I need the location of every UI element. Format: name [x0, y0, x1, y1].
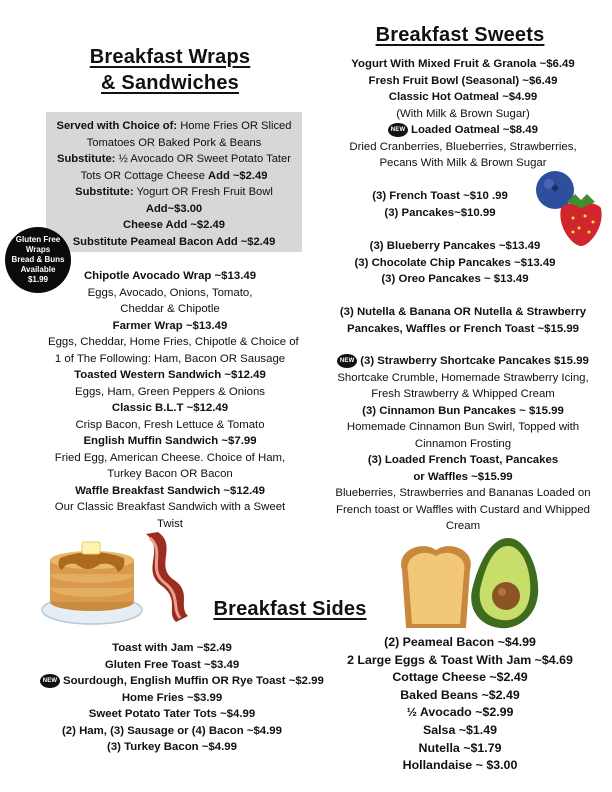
- menu-item-name: (3) Cinnamon Bun Pancakes ~ $15.99: [362, 404, 564, 417]
- sweets-block-4: [318, 304, 608, 337]
- menu-item-desc: Crisp Bacon, Fresh Lettuce & Tomato: [75, 418, 265, 431]
- menu-item-desc: Blueberries, Strawberries and Bananas Loaded on: [335, 487, 591, 499]
- menu-item-desc: Eggs, Avocado, Onions, Tomato,: [87, 286, 253, 299]
- menu-item-name: English Muffin Sandwich ~$7.99: [83, 435, 257, 447]
- bacon-icon: [136, 530, 200, 624]
- new-badge: NEW: [337, 354, 357, 368]
- served-with-label: Served with Choice of:: [56, 120, 178, 132]
- sides-left-list: [40, 640, 324, 756]
- menu-item-desc: Eggs, Cheddar, Home Fries, Chipotle & Choice of: [48, 336, 299, 348]
- menu-item-name: Yogurt With Mixed Fruit & Granola ~$6.49: [351, 58, 575, 70]
- served-with-box: [46, 112, 302, 252]
- substitute-price-2: Add~$3.00: [145, 202, 203, 215]
- blueberry-icon: [536, 171, 574, 209]
- menu-item-name: (3) Strawberry Shortcake Pancakes $15.99: [360, 355, 589, 367]
- substitute-text: ½ Avocado OR Sweet Potato Tater: [115, 153, 291, 165]
- menu-item-desc: Cinnamon Frosting: [414, 437, 512, 450]
- sweets-title: Breakfast Sweets: [375, 24, 545, 46]
- side-item: (2) Ham, (3) Sausage or (4) Bacon ~$4.99: [62, 724, 282, 737]
- side-item: Gluten Free Toast ~$3.49: [104, 658, 240, 671]
- sweets-block-5: [318, 353, 608, 535]
- menu-item-desc: Twist: [157, 517, 183, 530]
- sweets-block-1: [318, 56, 608, 172]
- substitute-text-2: Tots OR Cottage Cheese: [80, 169, 209, 182]
- menu-item-desc: French toast or Waffles with Custard and Whipped: [336, 503, 590, 516]
- side-item: 2 Large Eggs & Toast With Jam ~$4.69: [347, 652, 573, 667]
- wraps-title: [40, 44, 300, 96]
- side-item: Sourdough, English Muffin OR Rye Toast ~$2.99: [63, 675, 324, 687]
- menu-item-name: (3) French Toast ~$10 .99: [372, 190, 508, 202]
- menu-item-name: (3) Blueberry Pancakes ~$13.49: [369, 240, 541, 252]
- fruit-illustration: [533, 168, 607, 248]
- menu-item-name: Pancakes, Waffles or French Toast ~$15.99: [346, 322, 580, 335]
- menu-item-desc: Homemade Cinnamon Bun Swirl, Topped with: [346, 421, 580, 433]
- side-item: (2) Peameal Bacon ~$4.99: [384, 635, 536, 649]
- substitute-price: Add ~$2.49: [208, 169, 268, 182]
- served-with-text-2: Tomatoes OR Baked Pork & Beans: [86, 136, 262, 149]
- menu-item-desc: Eggs, Ham, Green Peppers & Onions: [75, 385, 265, 398]
- menu-item-name: Chipotle Avocado Wrap ~$13.49: [83, 270, 257, 282]
- menu-item-name: Farmer Wrap ~$13.49: [112, 319, 228, 332]
- menu-item-name: (3) Loaded French Toast, Pancakes: [367, 454, 559, 466]
- menu-item-desc: (With Milk & Brown Sugar): [396, 107, 530, 120]
- sweets-block-3: [330, 238, 580, 288]
- pancake-bacon-illustration: [40, 528, 200, 626]
- menu-item-name: (3) Pancakes~$10.99: [384, 206, 496, 219]
- menu-item-name: Classic Hot Oatmeal ~$4.99: [388, 91, 538, 103]
- side-item: Baked Beans ~$2.49: [400, 687, 520, 702]
- side-item: Sweet Potato Tater Tots ~$4.99: [88, 708, 256, 720]
- wraps-list: [48, 268, 299, 532]
- menu-item-name: Loaded Oatmeal ~$8.49: [411, 124, 538, 136]
- new-badge: NEW: [40, 674, 60, 688]
- side-item: ½ Avocado ~$2.99: [406, 705, 514, 720]
- sides-right-list: [320, 634, 600, 775]
- menu-item-name: or Waffles ~$15.99: [413, 470, 513, 483]
- substitute-label-2: Substitute:: [75, 186, 134, 198]
- toast-avocado-illustration: [396, 532, 542, 632]
- gf-line: Gluten Free: [15, 235, 61, 244]
- menu-item-name: (3) Oreo Pancakes ~ $13.49: [381, 273, 529, 285]
- cheese-add: Cheese Add ~$2.49: [123, 219, 225, 231]
- menu-item-desc: Pecans With Milk & Brown Sugar: [379, 157, 547, 169]
- gf-line: Available: [20, 265, 56, 274]
- sweets-block-2: [340, 188, 540, 221]
- side-item: Toast with Jam ~$2.49: [112, 642, 232, 654]
- sides-title: Breakfast Sides: [213, 598, 367, 620]
- side-item: (3) Turkey Bacon ~$4.99: [107, 741, 237, 753]
- wraps-title-line1: Breakfast Wraps: [89, 46, 251, 68]
- menu-item-desc: 1 of The Following: Ham, Bacon OR Sausage: [54, 352, 286, 365]
- peameal-add: Substitute Peameal Bacon Add ~$2.49: [72, 235, 276, 248]
- menu-item-desc: Cream: [445, 520, 481, 532]
- new-badge: NEW: [388, 123, 408, 137]
- menu-item-name: Classic B.L.T ~$12.49: [111, 402, 229, 414]
- menu-item-desc: Dried Cranberries, Blueberries, Strawberries,: [349, 140, 577, 153]
- menu-item-desc: Fresh Strawberry & Whipped Cream: [371, 388, 555, 400]
- side-item: Salsa ~$1.49: [422, 722, 498, 737]
- menu-item-name: Fresh Fruit Bowl (Seasonal) ~$6.49: [368, 74, 558, 87]
- menu-item-desc: Turkey Bacon OR Bacon: [107, 468, 233, 480]
- side-item: Hollandaise ~ $3.00: [402, 758, 518, 773]
- side-item: Nutella ~$1.79: [418, 740, 502, 755]
- menu-item-desc: Shortcake Crumble, Homemade Strawberry Icing,: [337, 371, 589, 384]
- menu-item-desc: Fried Egg, American Cheese. Choice of Ham,: [54, 451, 286, 464]
- served-with-text: Home Fries OR Sliced: [177, 120, 292, 132]
- avocado-icon: [471, 538, 538, 628]
- menu-item-desc: Our Classic Breakfast Sandwich with a Sweet: [54, 501, 286, 513]
- gf-line: Bread & Buns: [11, 255, 65, 264]
- gf-line: Wraps: [25, 245, 51, 254]
- menu-item-name: Toasted Western Sandwich ~$12.49: [74, 369, 266, 381]
- menu-item-name: Waffle Breakfast Sandwich ~$12.49: [75, 484, 265, 497]
- menu-item-desc: Cheddar & Chipotle: [120, 303, 220, 315]
- wraps-title-line2: & Sandwiches: [101, 72, 239, 94]
- gf-line: $1.99: [27, 275, 49, 284]
- side-item: Cottage Cheese ~$2.49: [392, 670, 528, 685]
- toast-icon: [401, 546, 471, 628]
- side-item: Home Fries ~$3.99: [121, 691, 223, 704]
- substitute-label: Substitute:: [56, 153, 116, 165]
- menu-item-name: (3) Chocolate Chip Pancakes ~$13.49: [354, 256, 556, 269]
- substitute-text-3: Yogurt OR Fresh Fruit Bowl: [133, 186, 273, 198]
- menu-item-name: (3) Nutella & Banana OR Nutella & Strawberry: [339, 306, 587, 318]
